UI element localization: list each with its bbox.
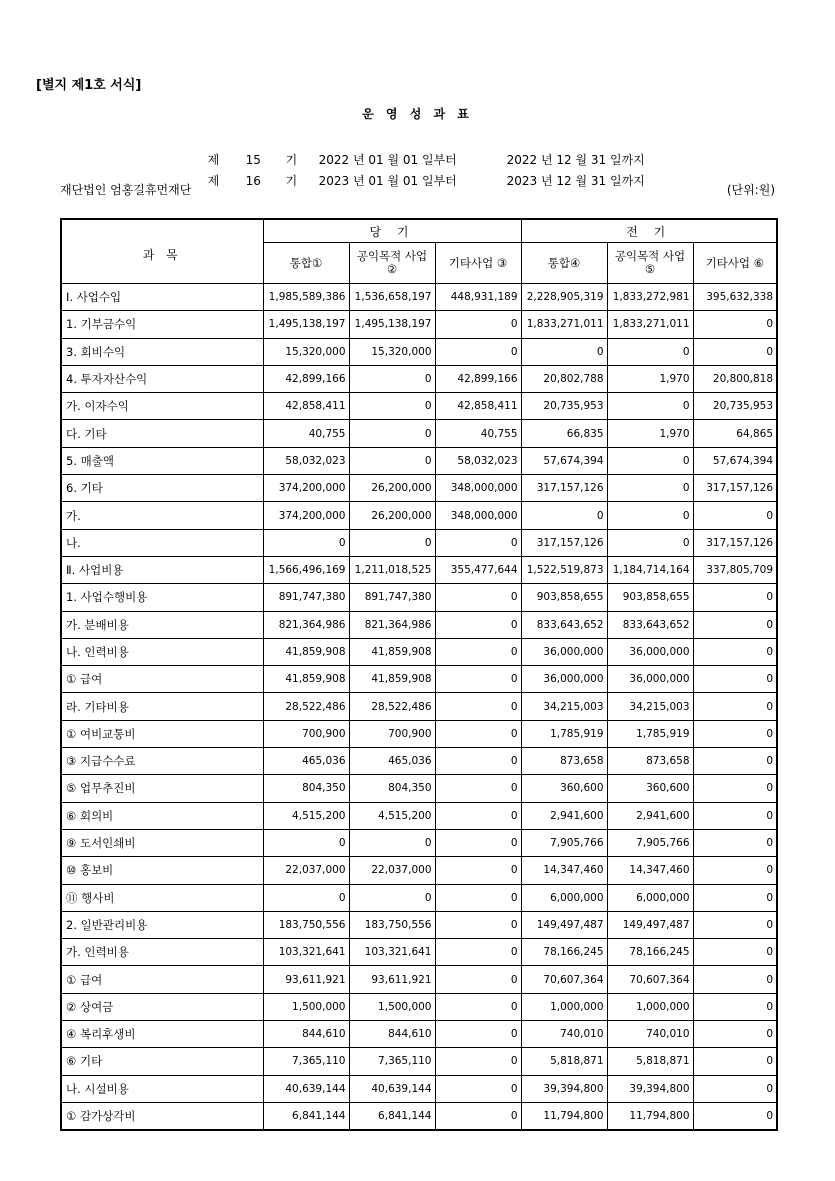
period-number: 16 — [245, 174, 261, 188]
account-name: Ⅰ. 사업수입 — [61, 284, 263, 311]
amount-cell: 6,000,000 — [607, 884, 693, 911]
amount-cell: 15,320,000 — [263, 338, 349, 365]
amount-cell: 22,037,000 — [349, 857, 435, 884]
amount-cell: 39,394,800 — [521, 1075, 607, 1102]
amount-cell: 1,495,138,197 — [349, 311, 435, 338]
amount-cell: 374,200,000 — [263, 475, 349, 502]
account-name: 나. 시설비용 — [61, 1075, 263, 1102]
amount-cell: 20,735,953 — [521, 393, 607, 420]
amount-cell: 0 — [349, 420, 435, 447]
table-row — [61, 1102, 777, 1129]
amount-cell: 0 — [607, 475, 693, 502]
account-name: 가. 이자수익 — [61, 393, 263, 420]
amount-cell: 0 — [693, 666, 777, 693]
amount-cell: 833,643,652 — [521, 611, 607, 638]
amount-cell: 40,755 — [435, 420, 521, 447]
amount-cell: 844,610 — [349, 1021, 435, 1048]
amount-cell: 20,735,953 — [693, 393, 777, 420]
amount-cell: 7,905,766 — [521, 829, 607, 856]
table-row — [61, 529, 777, 556]
amount-cell: 0 — [435, 802, 521, 829]
account-name: ② 상여금 — [61, 993, 263, 1020]
amount-cell: 1,184,714,164 — [607, 556, 693, 583]
amount-cell: 36,000,000 — [521, 666, 607, 693]
amount-cell: 183,750,556 — [349, 911, 435, 938]
amount-cell: 0 — [435, 993, 521, 1020]
amount-cell: 740,010 — [607, 1021, 693, 1048]
amount-cell: 20,800,818 — [693, 365, 777, 392]
amount-cell: 0 — [693, 939, 777, 966]
amount-cell: 7,365,110 — [263, 1048, 349, 1075]
amount-cell: 360,600 — [607, 775, 693, 802]
account-name: 가. 인력비용 — [61, 939, 263, 966]
amount-cell: 0 — [435, 911, 521, 938]
account-name: 4. 투자자산수익 — [61, 365, 263, 392]
amount-cell: 0 — [693, 638, 777, 665]
amount-cell: 78,166,245 — [521, 939, 607, 966]
amount-cell: 0 — [693, 802, 777, 829]
amount-cell: 0 — [435, 939, 521, 966]
amount-cell: 2,941,600 — [521, 802, 607, 829]
amount-cell: 374,200,000 — [263, 502, 349, 529]
period-line-current — [200, 158, 645, 189]
amount-cell: 1,536,658,197 — [349, 284, 435, 311]
table-row — [61, 393, 777, 420]
amount-cell: 41,859,908 — [263, 666, 349, 693]
amount-cell: 833,643,652 — [607, 611, 693, 638]
column-header: 공익목적 사업⑤ — [607, 243, 693, 284]
table-row — [61, 748, 777, 775]
table-row — [61, 993, 777, 1020]
period-unit: 기 — [285, 174, 298, 188]
account-name: ① 여비교통비 — [61, 720, 263, 747]
account-name: Ⅱ. 사업비용 — [61, 556, 263, 583]
amount-cell: 5,818,871 — [607, 1048, 693, 1075]
subject-header: 과 목 — [61, 219, 263, 284]
amount-cell: 821,364,986 — [349, 611, 435, 638]
column-header: 통합① — [263, 243, 349, 284]
amount-cell: 28,522,486 — [349, 693, 435, 720]
previous-period-header: 전 기 — [521, 219, 777, 243]
table-row — [61, 1048, 777, 1075]
amount-cell: 844,610 — [263, 1021, 349, 1048]
account-name: 다. 기타 — [61, 420, 263, 447]
amount-cell: 66,835 — [521, 420, 607, 447]
period-end: 2023 년 12 월 31 일까지 — [506, 174, 645, 188]
amount-cell: 64,865 — [693, 420, 777, 447]
table-row — [61, 1075, 777, 1102]
amount-cell: 0 — [435, 884, 521, 911]
table-body — [61, 284, 777, 1130]
amount-cell: 0 — [435, 693, 521, 720]
amount-cell: 2,228,905,319 — [521, 284, 607, 311]
period-unit: 기 — [285, 153, 298, 167]
period-number: 15 — [245, 153, 261, 167]
amount-cell: 1,211,018,525 — [349, 556, 435, 583]
account-name: 1. 사업수행비용 — [61, 584, 263, 611]
amount-cell: 337,805,709 — [693, 556, 777, 583]
account-name: ④ 복리후생비 — [61, 1021, 263, 1048]
table-row — [61, 311, 777, 338]
account-name: 나. 인력비용 — [61, 638, 263, 665]
operating-results-table — [60, 218, 778, 1131]
amount-cell: 821,364,986 — [263, 611, 349, 638]
amount-cell: 39,394,800 — [607, 1075, 693, 1102]
table-row — [61, 338, 777, 365]
amount-cell: 0 — [435, 1021, 521, 1048]
amount-cell: 1,000,000 — [521, 993, 607, 1020]
amount-cell: 0 — [435, 829, 521, 856]
amount-cell: 34,215,003 — [607, 693, 693, 720]
table-row — [61, 638, 777, 665]
amount-cell: 0 — [693, 1048, 777, 1075]
period-ordinal: 제 — [207, 153, 220, 167]
amount-cell: 78,166,245 — [607, 939, 693, 966]
amount-cell: 360,600 — [521, 775, 607, 802]
amount-cell: 6,000,000 — [521, 884, 607, 911]
period-end: 2022 년 12 월 31 일까지 — [506, 153, 645, 167]
amount-cell: 1,833,271,011 — [521, 311, 607, 338]
amount-cell: 41,859,908 — [263, 638, 349, 665]
amount-cell: 28,522,486 — [263, 693, 349, 720]
table-row — [61, 502, 777, 529]
amount-cell: 0 — [521, 338, 607, 365]
table-row — [61, 447, 777, 474]
amount-cell: 348,000,000 — [435, 475, 521, 502]
column-header: 공익목적 사업② — [349, 243, 435, 284]
account-name: 2. 일반관리비용 — [61, 911, 263, 938]
amount-cell: 465,036 — [263, 748, 349, 775]
amount-cell: 0 — [435, 529, 521, 556]
amount-cell: 0 — [435, 857, 521, 884]
amount-cell: 0 — [349, 829, 435, 856]
amount-cell: 57,674,394 — [521, 447, 607, 474]
account-name: 6. 기타 — [61, 475, 263, 502]
amount-cell: 42,858,411 — [263, 393, 349, 420]
amount-cell: 0 — [435, 611, 521, 638]
account-name: ⑥ 기타 — [61, 1048, 263, 1075]
account-name: 3. 회비수익 — [61, 338, 263, 365]
amount-cell: 70,607,364 — [521, 966, 607, 993]
amount-cell: 1,495,138,197 — [263, 311, 349, 338]
amount-cell: 149,497,487 — [607, 911, 693, 938]
amount-cell: 58,032,023 — [435, 447, 521, 474]
amount-cell: 891,747,380 — [263, 584, 349, 611]
period-start: 2023 년 01 월 01 일부터 — [318, 174, 457, 188]
amount-cell: 58,032,023 — [263, 447, 349, 474]
amount-cell: 0 — [263, 884, 349, 911]
table-row — [61, 611, 777, 638]
amount-cell: 317,157,126 — [521, 529, 607, 556]
amount-cell: 0 — [607, 338, 693, 365]
amount-cell: 903,858,655 — [607, 584, 693, 611]
amount-cell: 4,515,200 — [349, 802, 435, 829]
table-row — [61, 666, 777, 693]
amount-cell: 448,931,189 — [435, 284, 521, 311]
amount-cell: 4,515,200 — [263, 802, 349, 829]
amount-cell: 7,905,766 — [607, 829, 693, 856]
form-label: [별지 제1호 서식] — [36, 78, 142, 93]
amount-cell: 0 — [693, 884, 777, 911]
account-name: 나. — [61, 529, 263, 556]
amount-cell: 0 — [349, 884, 435, 911]
amount-cell: 0 — [435, 1048, 521, 1075]
amount-cell: 0 — [521, 502, 607, 529]
amount-cell: 1,985,589,386 — [263, 284, 349, 311]
account-name: ⑥ 회의비 — [61, 802, 263, 829]
amount-cell: 0 — [607, 529, 693, 556]
amount-cell: 36,000,000 — [607, 638, 693, 665]
amount-cell: 0 — [693, 720, 777, 747]
amount-cell: 2,941,600 — [607, 802, 693, 829]
amount-cell: 0 — [349, 529, 435, 556]
column-header: 기타사업 ③ — [435, 243, 521, 284]
amount-cell: 6,841,144 — [349, 1102, 435, 1129]
amount-cell: 740,010 — [521, 1021, 607, 1048]
account-name: 5. 매출액 — [61, 447, 263, 474]
amount-cell: 41,859,908 — [349, 666, 435, 693]
account-name: ① 급여 — [61, 666, 263, 693]
amount-cell: 0 — [693, 611, 777, 638]
amount-cell: 1,970 — [607, 365, 693, 392]
amount-cell: 57,674,394 — [693, 447, 777, 474]
amount-cell: 36,000,000 — [607, 666, 693, 693]
amount-cell: 0 — [435, 311, 521, 338]
amount-cell: 0 — [693, 502, 777, 529]
amount-cell: 0 — [435, 338, 521, 365]
column-header: 기타사업 ⑥ — [693, 243, 777, 284]
amount-cell: 317,157,126 — [521, 475, 607, 502]
amount-cell: 1,785,919 — [521, 720, 607, 747]
amount-cell: 0 — [435, 1102, 521, 1129]
table-row — [61, 775, 777, 802]
amount-cell: 317,157,126 — [693, 475, 777, 502]
currency-unit: (단위:원) — [726, 183, 775, 197]
amount-cell: 0 — [607, 393, 693, 420]
amount-cell: 1,785,919 — [607, 720, 693, 747]
amount-cell: 891,747,380 — [349, 584, 435, 611]
amount-cell: 0 — [693, 1102, 777, 1129]
table-row — [61, 939, 777, 966]
amount-cell: 42,858,411 — [435, 393, 521, 420]
amount-cell: 7,365,110 — [349, 1048, 435, 1075]
amount-cell: 1,833,272,981 — [607, 284, 693, 311]
amount-cell: 1,833,271,011 — [607, 311, 693, 338]
account-name: ① 감가상각비 — [61, 1102, 263, 1129]
amount-cell: 395,632,338 — [693, 284, 777, 311]
table-row — [61, 911, 777, 938]
amount-cell: 70,607,364 — [607, 966, 693, 993]
amount-cell: 0 — [693, 311, 777, 338]
amount-cell: 42,899,166 — [263, 365, 349, 392]
amount-cell: 873,658 — [607, 748, 693, 775]
table-row — [61, 365, 777, 392]
amount-cell: 0 — [693, 1075, 777, 1102]
amount-cell: 348,000,000 — [435, 502, 521, 529]
amount-cell: 6,841,144 — [263, 1102, 349, 1129]
amount-cell: 700,900 — [349, 720, 435, 747]
account-name: ⑤ 업무추진비 — [61, 775, 263, 802]
amount-cell: 355,477,644 — [435, 556, 521, 583]
period-start: 2022 년 01 월 01 일부터 — [318, 153, 457, 167]
amount-cell: 14,347,460 — [607, 857, 693, 884]
amount-cell: 0 — [693, 993, 777, 1020]
amount-cell: 149,497,487 — [521, 911, 607, 938]
amount-cell: 1,522,519,873 — [521, 556, 607, 583]
amount-cell: 903,858,655 — [521, 584, 607, 611]
table-row — [61, 556, 777, 583]
amount-cell: 0 — [693, 911, 777, 938]
amount-cell: 700,900 — [263, 720, 349, 747]
document-title: 운 영 성 과 표 — [362, 107, 473, 121]
account-name: ⑪ 행사비 — [61, 884, 263, 911]
amount-cell: 40,755 — [263, 420, 349, 447]
table-row — [61, 884, 777, 911]
amount-cell: 0 — [607, 447, 693, 474]
table-row — [61, 693, 777, 720]
amount-cell: 0 — [693, 775, 777, 802]
amount-cell: 0 — [435, 720, 521, 747]
column-header: 통합④ — [521, 243, 607, 284]
account-name: 가. — [61, 502, 263, 529]
amount-cell: 804,350 — [263, 775, 349, 802]
amount-cell: 0 — [435, 1075, 521, 1102]
amount-cell: 14,347,460 — [521, 857, 607, 884]
amount-cell: 103,321,641 — [263, 939, 349, 966]
table-row — [61, 857, 777, 884]
amount-cell: 0 — [693, 1021, 777, 1048]
account-name: ③ 지급수수료 — [61, 748, 263, 775]
amount-cell: 41,859,908 — [349, 638, 435, 665]
amount-cell: 11,794,800 — [521, 1102, 607, 1129]
account-name: ① 급여 — [61, 966, 263, 993]
table-row — [61, 829, 777, 856]
amount-cell: 15,320,000 — [349, 338, 435, 365]
amount-cell: 93,611,921 — [349, 966, 435, 993]
table-row — [61, 584, 777, 611]
amount-cell: 1,500,000 — [263, 993, 349, 1020]
amount-cell: 183,750,556 — [263, 911, 349, 938]
amount-cell: 0 — [435, 638, 521, 665]
amount-cell: 0 — [693, 584, 777, 611]
amount-cell: 22,037,000 — [263, 857, 349, 884]
amount-cell: 0 — [263, 829, 349, 856]
amount-cell: 0 — [607, 502, 693, 529]
amount-cell: 0 — [435, 966, 521, 993]
amount-cell: 40,639,144 — [349, 1075, 435, 1102]
amount-cell: 93,611,921 — [263, 966, 349, 993]
amount-cell: 0 — [693, 966, 777, 993]
amount-cell: 1,500,000 — [349, 993, 435, 1020]
amount-cell: 20,802,788 — [521, 365, 607, 392]
period-ordinal: 제 — [207, 174, 220, 188]
account-name: 라. 기타비용 — [61, 693, 263, 720]
amount-cell: 0 — [263, 529, 349, 556]
amount-cell: 11,794,800 — [607, 1102, 693, 1129]
amount-cell: 0 — [693, 338, 777, 365]
amount-cell: 0 — [435, 775, 521, 802]
amount-cell: 0 — [693, 829, 777, 856]
account-name: 가. 분배비용 — [61, 611, 263, 638]
amount-cell: 873,658 — [521, 748, 607, 775]
amount-cell: 42,899,166 — [435, 365, 521, 392]
amount-cell: 0 — [349, 365, 435, 392]
table-row — [61, 802, 777, 829]
account-name: 1. 기부금수익 — [61, 311, 263, 338]
amount-cell: 1,000,000 — [607, 993, 693, 1020]
table-row — [61, 720, 777, 747]
amount-cell: 26,200,000 — [349, 502, 435, 529]
amount-cell: 0 — [349, 393, 435, 420]
current-period-header: 당 기 — [263, 219, 521, 243]
amount-cell: 1,970 — [607, 420, 693, 447]
account-name: ⑨ 도서인쇄비 — [61, 829, 263, 856]
amount-cell: 465,036 — [349, 748, 435, 775]
amount-cell: 0 — [349, 447, 435, 474]
amount-cell: 0 — [435, 584, 521, 611]
amount-cell: 26,200,000 — [349, 475, 435, 502]
amount-cell: 5,818,871 — [521, 1048, 607, 1075]
amount-cell: 40,639,144 — [263, 1075, 349, 1102]
organization-name: 재단법인 엄홍길휴먼재단 — [60, 183, 192, 197]
table-row — [61, 1021, 777, 1048]
table-row — [61, 420, 777, 447]
amount-cell: 0 — [693, 748, 777, 775]
amount-cell: 0 — [693, 857, 777, 884]
table-row — [61, 284, 777, 311]
amount-cell: 1,566,496,169 — [263, 556, 349, 583]
table-row — [61, 966, 777, 993]
table-row — [61, 475, 777, 502]
amount-cell: 804,350 — [349, 775, 435, 802]
amount-cell: 34,215,003 — [521, 693, 607, 720]
amount-cell: 103,321,641 — [349, 939, 435, 966]
amount-cell: 0 — [435, 748, 521, 775]
amount-cell: 0 — [435, 666, 521, 693]
amount-cell: 317,157,126 — [693, 529, 777, 556]
account-name: ⑩ 홍보비 — [61, 857, 263, 884]
amount-cell: 36,000,000 — [521, 638, 607, 665]
amount-cell: 0 — [693, 693, 777, 720]
